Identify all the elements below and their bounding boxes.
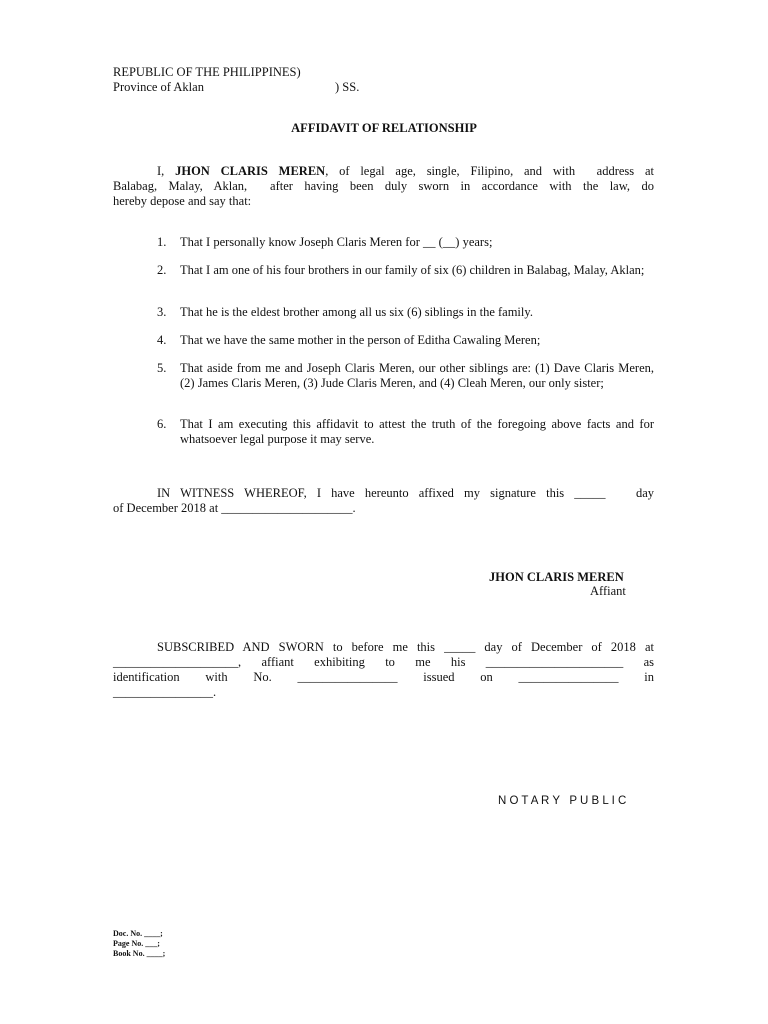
intro-suffix: , of legal age, single, Filipino, and with address at <box>325 164 654 178</box>
witness-line-1: IN WITNESS WHEREOF, I have hereunto affixed my signature this _____ day <box>157 486 654 500</box>
jurat-line-2: ____________________, affiant exhibiting to me his ______________________ as <box>113 655 654 669</box>
list-item: That he is the eldest brother among all us six (6) siblings in the family. <box>180 305 533 319</box>
page-number: Page No. ___; <box>113 939 160 948</box>
jurat-line-4: ________________. <box>113 685 217 699</box>
intro-line-2: Balabag, Malay, Aklan, after having been duly sworn in accordance with the law, do <box>113 179 654 193</box>
intro-prefix: I, <box>157 164 176 178</box>
list-item: That I am one of his four brothers in our family of six (6) children in Balabag, Malay, Aklan; <box>180 263 645 277</box>
list-item: That we have the same mother in the person of Editha Cawaling Meren; <box>180 333 541 347</box>
item-number: 2. <box>157 263 167 277</box>
item-number: 6. <box>157 417 167 431</box>
ss-marker: ) SS. <box>335 80 360 94</box>
intro-line-3: hereby depose and say that: <box>113 194 252 208</box>
doc-number: Doc. No. ____; <box>113 929 163 938</box>
republic-line: REPUBLIC OF THE PHILIPPINES) <box>113 65 301 79</box>
document-title: AFFIDAVIT OF RELATIONSHIP <box>291 121 477 135</box>
list-item: That aside from me and Joseph Claris Meren, our other siblings are: (1) Dave Claris Meren, (2) James Claris Meren, (3) Jude Claris Meren, and (4) Cleah Meren, our only sister; <box>180 361 654 390</box>
list-item: That I personally know Joseph Claris Meren for __ (__) years; <box>180 235 493 249</box>
witness-line-2: of December 2018 at _____________________. <box>113 501 356 515</box>
jurat-line-3: identification with No. ________________ issued on ________________ in <box>113 670 654 684</box>
item-number: 1. <box>157 235 167 249</box>
jurat-line-1: SUBSCRIBED AND SWORN to before me this _____ day of December of 2018 at <box>157 640 654 654</box>
province-line: Province of Aklan <box>113 80 204 94</box>
signature-role: Affiant <box>590 584 626 598</box>
notary-public-label: N O T A R Y P U B L I C <box>498 795 627 807</box>
item-number: 4. <box>157 333 167 347</box>
intro-line-1 <box>113 164 654 179</box>
affiant-name: JHON CLARIS MEREN <box>175 164 326 178</box>
book-number: Book No. ____; <box>113 949 166 958</box>
item-number: 3. <box>157 305 167 319</box>
signature-name: JHON CLARIS MEREN <box>489 570 624 584</box>
list-item: That I am executing this affidavit to attest the truth of the foregoing above facts and for whatsoever legal purpose it may serve. <box>180 417 654 446</box>
item-number: 5. <box>157 361 167 375</box>
